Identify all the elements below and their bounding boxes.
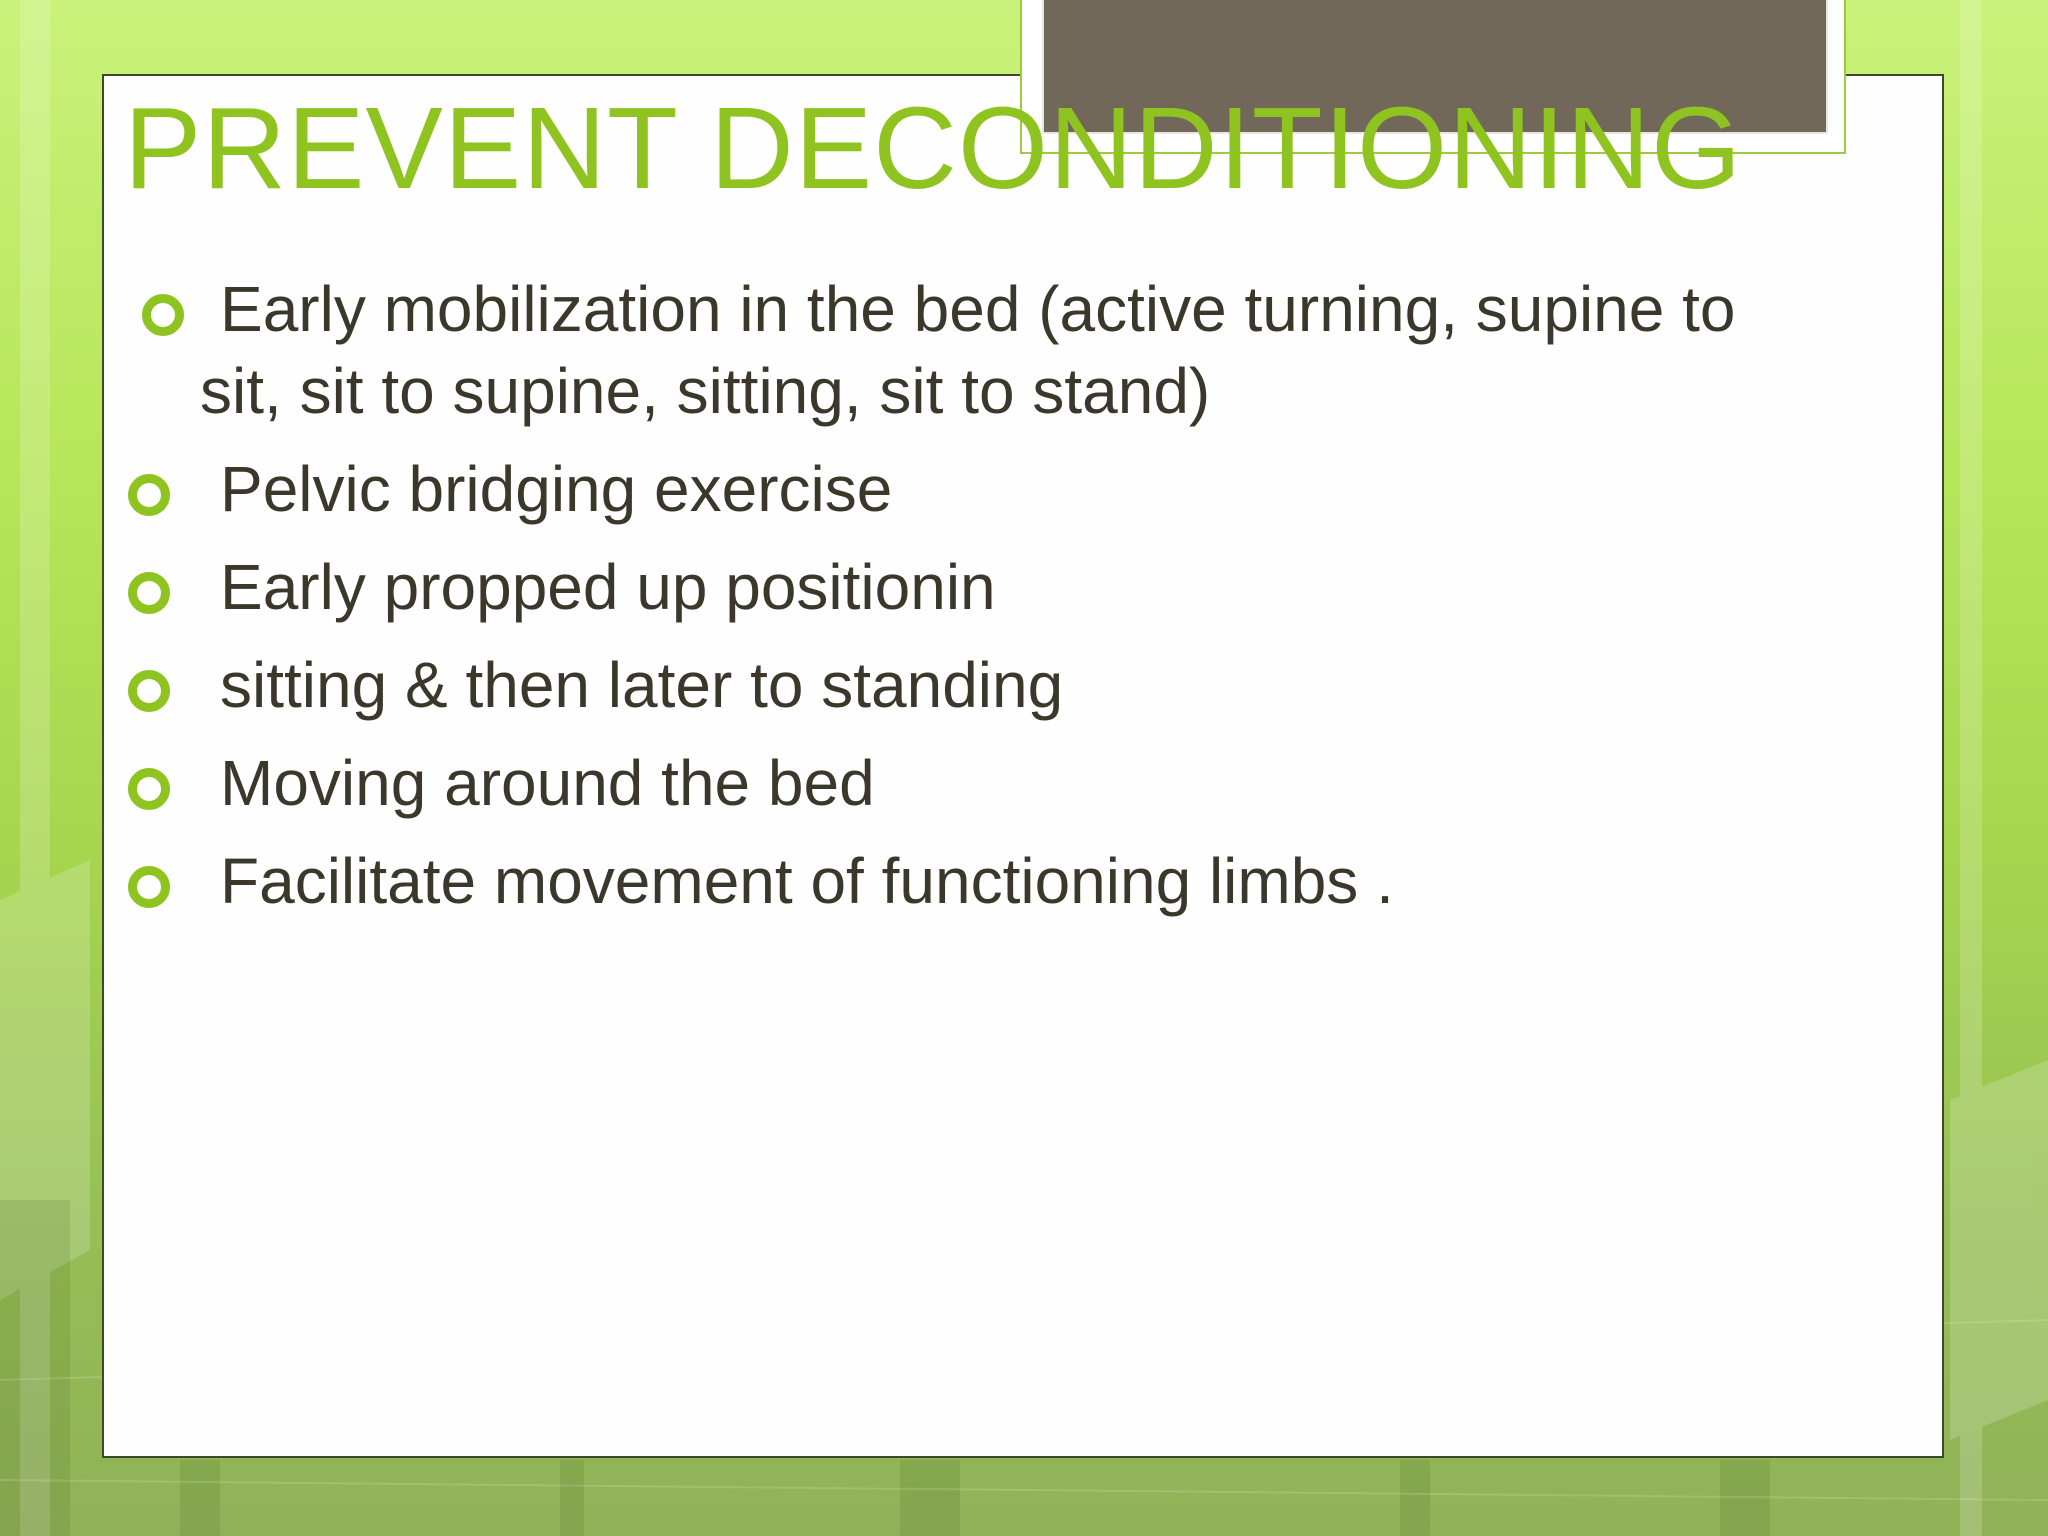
bullet-text: Pelvic bridging exercise bbox=[220, 453, 893, 525]
slide-title: PREVENT DECONDITIONING bbox=[124, 83, 1743, 213]
bullet-item bbox=[124, 546, 1914, 628]
ring-bullet-icon bbox=[128, 768, 170, 810]
bullet-text: sitting & then later to standing bbox=[220, 649, 1064, 721]
ring-bullet-icon bbox=[128, 474, 170, 516]
ring-bullet-icon bbox=[142, 294, 184, 336]
bullet-item bbox=[124, 840, 1914, 922]
bullet-item bbox=[124, 742, 1914, 824]
bullet-item bbox=[124, 448, 1914, 530]
bullet-item bbox=[124, 644, 1914, 726]
bullet-text: Early propped up positionin bbox=[220, 551, 996, 623]
bullet-text: Moving around the bed bbox=[220, 747, 875, 819]
ring-bullet-icon bbox=[128, 670, 170, 712]
bullet-item bbox=[124, 268, 1914, 432]
bullet-text: Facilitate movement of functioning limbs . bbox=[220, 845, 1394, 917]
bullet-list bbox=[124, 268, 1914, 938]
bullet-text-line-2: sit, sit to supine, sitting, sit to stand) bbox=[200, 355, 1211, 427]
ring-bullet-icon bbox=[128, 866, 170, 908]
ring-bullet-icon bbox=[128, 572, 170, 614]
bullet-text-line-1: Early mobilization in the bed (active turning, supine to bbox=[220, 273, 1736, 345]
